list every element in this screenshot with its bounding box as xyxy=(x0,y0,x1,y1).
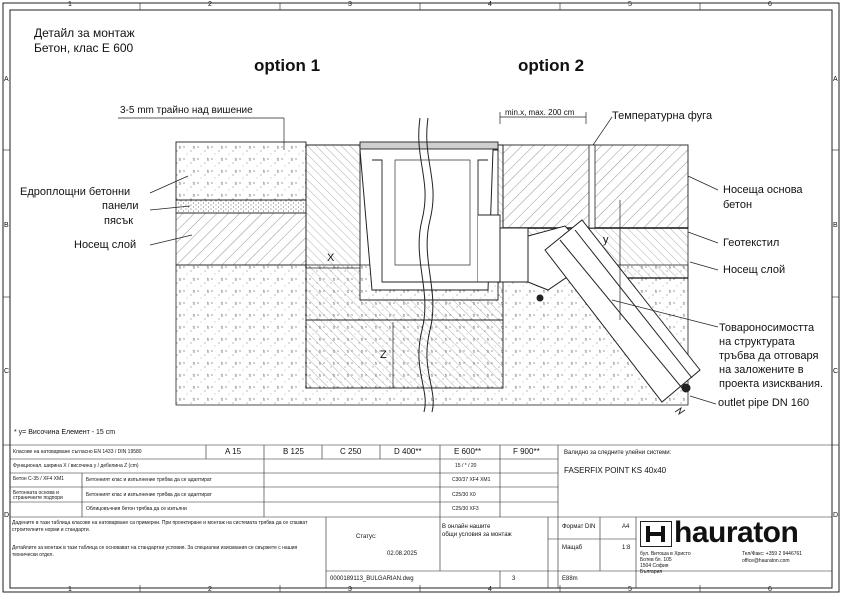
row-function-label: Функционал. ширина X / височина y / дебелина Z (cm) xyxy=(13,463,139,469)
min-max-note: min.x, max. 200 cm xyxy=(505,108,575,117)
dim-x-label: X xyxy=(327,252,335,264)
bearing-concrete-label-2: бетон xyxy=(723,199,753,211)
dim-z-label: Z xyxy=(380,349,387,361)
grid-row-c-right: C xyxy=(833,368,839,375)
height-note: 3-5 mm трайно над вишение xyxy=(120,105,253,116)
grid-col-2-bottom: 2 xyxy=(208,586,212,593)
consult-line1: В онлайн нашите xyxy=(442,524,491,530)
tel: Тел/Факс: +359 2 9446761 xyxy=(742,551,803,557)
class-c250: C 250 xyxy=(340,447,362,456)
brand-logo: hauraton xyxy=(674,516,799,549)
drawing-file: 0000189113_BULGARIAN.dwg xyxy=(330,576,414,582)
grid-col-6-bottom: 6 xyxy=(768,586,772,593)
pipe-note-4: на заложените в xyxy=(719,364,804,376)
pipe-note-1: Товароносимостта xyxy=(719,322,815,334)
precast-panels-label-1: Едроплощни бетонни xyxy=(20,186,131,198)
address-line2: Ботев бл. 105 xyxy=(640,557,672,563)
format-value: A4 xyxy=(622,524,630,530)
title-line1: Детайл за монтаж xyxy=(34,26,135,40)
row3-label-b: Облицовъчния бетон трябва да се изпълни xyxy=(86,506,187,512)
pipe-note-3: тръбва да отговаря xyxy=(719,350,819,362)
row1-label-b: Бетонният клас и изпълнение трябва да се адаптират xyxy=(86,477,212,483)
product-name: FASERFIX POINT KS 40x40 xyxy=(564,466,667,475)
consult-line2: общи условия за монтаж xyxy=(442,532,512,538)
row-function-value: 15 / * / 20 xyxy=(455,463,477,469)
email: office@hauraton.com xyxy=(742,558,790,564)
grid-col-5-bottom: 5 xyxy=(628,586,632,593)
grid-row-b: B xyxy=(4,222,9,229)
sand-label: пясък xyxy=(104,215,134,227)
base-layer-left-label: Носещ слой xyxy=(74,239,137,251)
grid-col-2: 2 xyxy=(208,1,212,8)
grid-col-4-bottom: 4 xyxy=(488,586,492,593)
row2-label-a: Бетонната основа и страничните подпори xyxy=(13,490,63,501)
dim-y-label: y xyxy=(603,234,609,246)
row1-label-a: Бетон С-35 / XF4 XM1 xyxy=(13,476,64,482)
base-layer-right-label: Носещ слой xyxy=(723,264,786,276)
option1-label: option 1 xyxy=(254,56,321,75)
class-f900: F 900** xyxy=(513,447,540,456)
load-class-label: Класове на натоварване съгласно EN 1433 / DIN 19580 xyxy=(13,449,142,455)
address-line4: България xyxy=(640,569,663,575)
bearing-concrete-label-1: Носеща основа xyxy=(723,184,803,196)
valid-label: Валидно за следните улейни системи: xyxy=(564,450,672,456)
grid-col-4: 4 xyxy=(488,1,492,8)
drawing-number: E88m xyxy=(562,576,578,582)
class-b125: B 125 xyxy=(283,447,304,456)
row3-value: C25/30 XF3 xyxy=(452,506,479,512)
grid-row-d: D xyxy=(4,512,10,519)
grid-row-b-right: B xyxy=(833,222,838,229)
status-label: Статус: xyxy=(356,534,377,540)
grid-row-a: A xyxy=(4,76,9,83)
precast-panels-label-2: панели xyxy=(102,200,139,212)
pipe-note-2: на структурата xyxy=(719,336,795,348)
class-e600: E 600** xyxy=(454,447,482,456)
thermal-joint-label: Температурна фуга xyxy=(612,110,713,122)
grid-row-d-right: D xyxy=(833,512,839,519)
notes-text: Дадените в тази таблица класове на натоварване са примерни. При проектиране и монтаж на системата трябва да се спазват строителните норми и стандарти. xyxy=(12,520,308,533)
address-line1: бул. Витоша в Христо xyxy=(640,551,691,557)
address-line3: 1504 София xyxy=(640,563,669,569)
outlet-pipe-label: outlet pipe DN 160 xyxy=(718,397,810,409)
scale-value: 1:8 xyxy=(622,545,631,551)
row2-value: C25/30 X0 xyxy=(452,492,476,498)
grid-col-1: 1 xyxy=(68,1,72,8)
grid-col-5: 5 xyxy=(628,1,632,8)
grid-col-1-bottom: 1 xyxy=(68,586,72,593)
grid-col-3: 3 xyxy=(348,1,352,8)
grid-col-3-bottom: 3 xyxy=(348,586,352,593)
notes-text-2: Детайлите за монтаж в тази таблица се основават на стандартни условия. За специални изисквания се свържете с нашия технически отдел. xyxy=(12,545,298,558)
footnote: * y= Височина Елемент - 15 cm xyxy=(14,429,116,436)
grid-row-a-right: A xyxy=(833,76,838,83)
scale-label: Мащаб xyxy=(562,545,583,551)
title-line2: Бетон, клас E 600 xyxy=(34,41,134,55)
grid-row-c: C xyxy=(4,368,10,375)
pipe-note-5: проекта изисквания. xyxy=(719,378,824,390)
grid-col-6: 6 xyxy=(768,1,772,8)
class-a15: A 15 xyxy=(225,447,242,456)
date-value: 02.08.2025 xyxy=(387,551,418,557)
geotextile-label: Геотекстил xyxy=(723,237,780,249)
row1-value: C30/37 XF4 XM1 xyxy=(452,477,491,483)
option2-label: option 2 xyxy=(518,56,585,75)
brand-icon xyxy=(640,521,672,547)
row2-label-b: Бетонният клас и изпълнение трябва да се адаптират xyxy=(86,492,212,498)
format-label: Формат DIN xyxy=(562,524,596,530)
revision: 3 xyxy=(512,576,516,582)
class-d400: D 400** xyxy=(394,447,422,456)
